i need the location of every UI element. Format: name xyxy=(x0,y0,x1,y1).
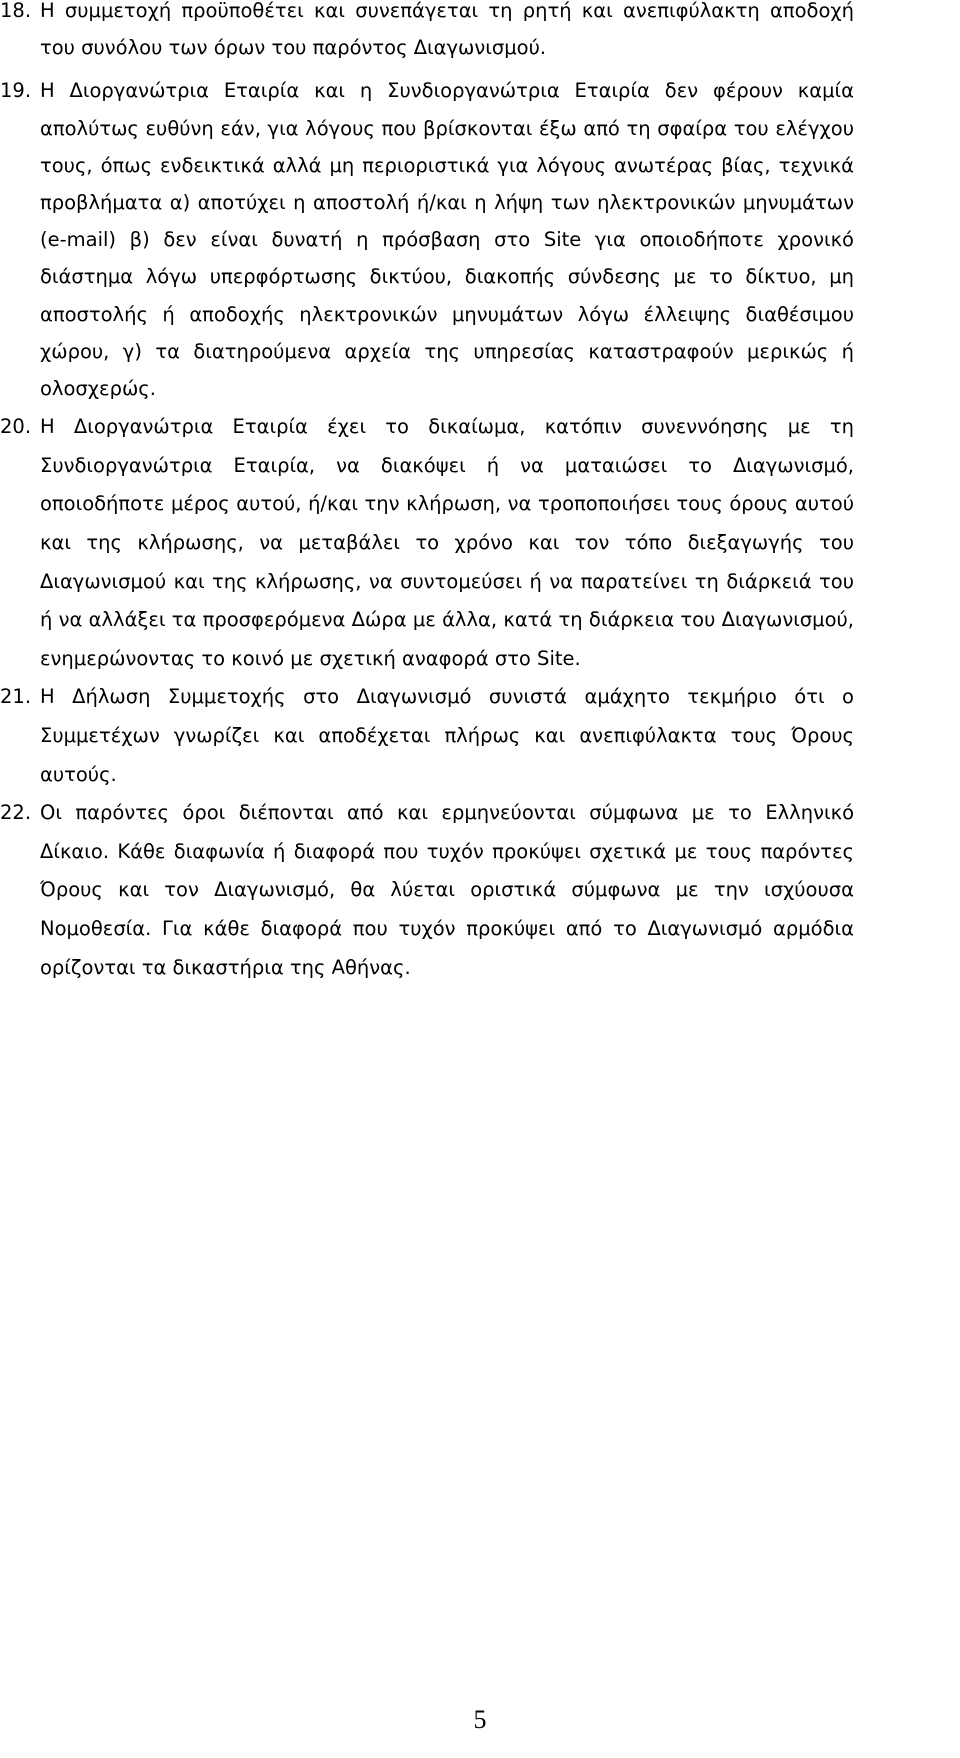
clause-21 xyxy=(0,678,854,794)
clause-text: Η Διοργανώτρια Εταιρία έχει το δικαίωμα, κατόπιν συνεννόησης με τη Συνδιοργανώτρια Εταιρία, να διακόψει ή να ματαιώσει το Διαγωνισμό, οποιοδήποτε μέρος αυτού, ή/και την κλήρωση, να τροποποιήσει τους όρους αυτού και της κλήρωσης, να μεταβάλει το χρόνο και τον τόπο διεξαγωγής του Διαγωνισμού και της κλήρωσης, να συντομεύσει ή να παρατείνει τη διάρκειά του ή να αλλάξει τα προσφερόμενα Δώρα με άλλα, κατά τη διάρκεια του Διαγωνισμού, ενημερώνοντας το κοινό με σχετική αναφορά στο Site. xyxy=(40,415,854,670)
clause-number: 21. xyxy=(0,685,32,709)
clause-19 xyxy=(0,72,854,407)
clause-text: Η συμμετοχή προϋποθέτει και συνεπάγεται τη ρητή και ανεπιφύλακτη αποδοχή του συνόλου των όρων του παρόντος Διαγωνισμού. xyxy=(40,0,854,60)
clause-number: 19. xyxy=(0,79,32,103)
clause-18 xyxy=(0,0,854,66)
clause-20 xyxy=(0,408,854,678)
page-number: 5 xyxy=(473,1705,487,1734)
clause-number: 18. xyxy=(0,0,32,22)
clause-22 xyxy=(0,794,854,987)
clause-text: Οι παρόντες όροι διέπονται από και ερμηνεύονται σύμφωνα με το Ελληνικό Δίκαιο. Κάθε διαφωνία ή διαφορά που τυχόν προκύψει σχετικά με τους παρόντες Όρους και τον Διαγωνισμό, θα λύεται οριστικά σύμφωνα με την ισχύουσα Νομοθεσία. Για κάθε διαφορά που τυχόν προκύψει από το Διαγωνισμό αρμόδια ορίζονται τα δικαστήρια της Αθήνας. xyxy=(40,801,854,979)
clause-text: Η Διοργανώτρια Εταιρία και η Συνδιοργανώτρια Εταιρία δεν φέρουν καμία απολύτως ευθύνη εάν, για λόγους που βρίσκονται έξω από τη σφαίρα του ελέγχου τους, όπως ενδεικτικά αλλά μη περιοριστικά για λόγους ανωτέρας βίας, τεχνικά προβλήματα α) αποτύχει η αποστολή ή/και η λήψη των ηλεκτρονικών μηνυμάτων (e-mail) β) δεν είναι δυνατή η πρόσβαση στο Site για οποιοδήποτε χρονικό διάστημα λόγω υπερφόρτωσης δικτύου, διακοπής σύνδεσης με το δίκτυο, μη αποστολής ή αποδοχής ηλεκτρονικών μηνυμάτων λόγω έλλειψης διαθέσιμου χώρου, γ) τα διατηρούμενα αρχεία της υπηρεσίας καταστραφούν μερικώς ή ολοσχερώς. xyxy=(40,79,854,401)
clause-text: Η Δήλωση Συμμετοχής στο Διαγωνισμό συνιστά αμάχητο τεκμήριο ότι ο Συμμετέχων γνωρίζει και αποδέχεται πλήρως και ανεπιφύλακτα τους Όρους αυτούς. xyxy=(40,685,854,786)
clause-number: 20. xyxy=(0,415,32,439)
clause-number: 22. xyxy=(0,801,32,825)
